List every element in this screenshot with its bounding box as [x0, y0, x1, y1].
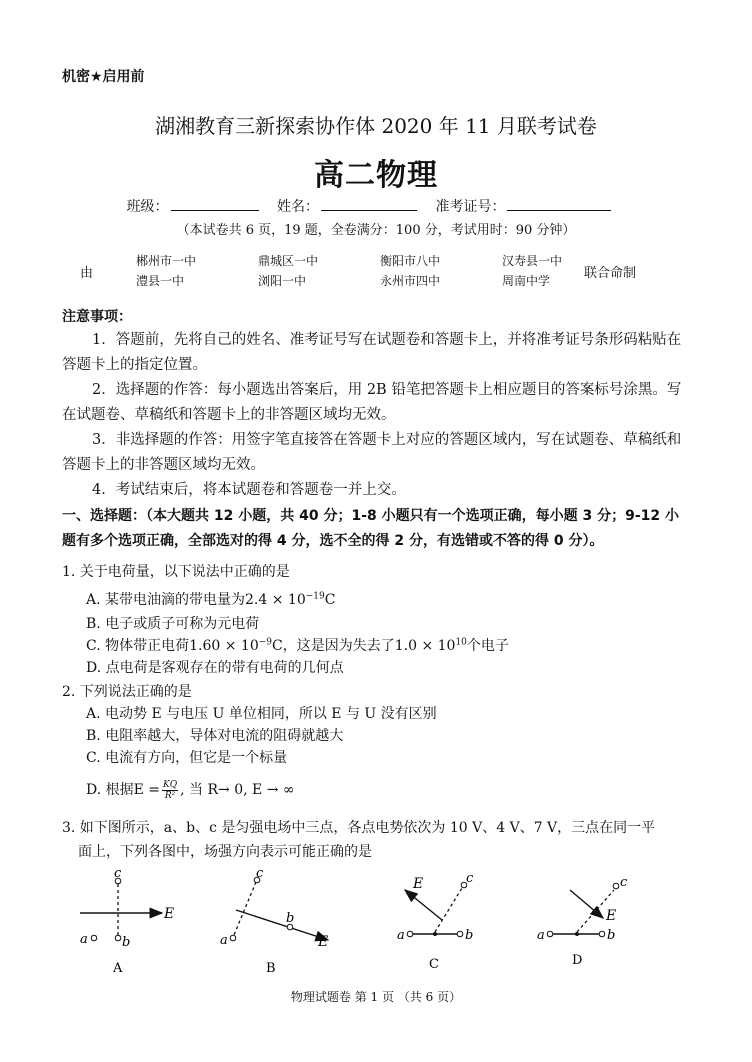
section-title: 一、选择题：（本大题共 12 小题，共 40 分；1-8 小题只有一个选项正确，每小题 3 分；9-12 小题有多个选项正确，全部选对的得 4 分，选不全的得 2 分，有选错或不答的得 0 分）。	[62, 508, 680, 549]
notice-item: 1．答题前，先将自己的姓名、准考证号写在试题卷和答题卡上，并将准考证号条形码粘贴在答题卡上的指定位置。	[62, 332, 682, 373]
diagram-c	[397, 871, 474, 972]
option-label: D	[572, 953, 583, 968]
diagram-b	[220, 866, 328, 976]
label-b: b	[465, 928, 474, 943]
school-name: 周南中学	[502, 274, 551, 288]
school-name: 永州市四中	[380, 274, 441, 288]
label-e: E	[606, 908, 617, 924]
label-a: a	[537, 928, 545, 943]
notice-item: 2．选择题的作答：每小题选出答案后，用 2B 铅笔把答题卡上相应题目的答案标号涂黑。写在试题卷、草稿纸和答题卡上的非答题区域均无效。	[62, 382, 682, 423]
label-e: E	[318, 934, 329, 950]
school-name: 浏阳一中	[258, 274, 307, 288]
notice-heading: 注意事项：	[62, 309, 132, 325]
diagram-d	[537, 875, 628, 968]
notice-item: 4．考试结束后，将本试题卷和答题卷一并上交。	[92, 482, 406, 498]
class-blank	[171, 196, 259, 211]
option-d: D. 根据E = $\frac{KQ}{\text{R²}}$ , 当 R→ 0, E → ∞	[86, 779, 295, 801]
question-stem: 2. 下列说法正确的是	[62, 684, 192, 700]
option-b: B. 电子或质子可称为元电荷	[86, 616, 260, 632]
class-label: 班级：	[126, 199, 169, 215]
option-c: C. 电流有方向，但它是一个标量	[86, 750, 288, 766]
exam-info: （本试卷共 6 页，19 题，全卷满分：100 分，考试用时：90 分钟）	[176, 223, 576, 238]
question-stem: 1. 关于电荷量，以下说法中正确的是	[62, 564, 290, 580]
option-c: C. 物体带正电荷$1.60 \times 10^{-9}C$，这是因为失去了$1.0 \times 10^{10}$个电子	[86, 637, 509, 654]
subject-title: 高二物理	[314, 158, 438, 193]
label-c: c	[620, 875, 628, 890]
notice-item: 3．非选择题的作答：用签字笔直接答在答题卡上对应的答题区域内，写在试题卷、草稿纸和答题卡上的非答题区域均无效。	[62, 432, 682, 473]
school-name: 汉寿县一中	[502, 254, 563, 268]
option-label: B	[266, 961, 276, 976]
question-stem-cont: 面上，下列各图中，场强方向表示可能正确的是	[78, 844, 372, 860]
name-blank	[321, 196, 417, 211]
diagram-a	[80, 866, 174, 976]
school-name: 鼎城区一中	[258, 254, 319, 268]
label-a: a	[397, 928, 405, 943]
fraction: $\frac{KQ}{\text{R²}}$	[163, 779, 178, 801]
label-b: b	[286, 911, 295, 926]
candidate-fields	[0, 196, 752, 216]
school-name: 澧县一中	[136, 274, 185, 288]
label-c: c	[466, 871, 474, 886]
joint-label: 联合命制	[584, 266, 637, 281]
label-a: a	[220, 933, 228, 948]
confidential-mark: 机密★启用前	[62, 69, 145, 85]
label-e: E	[413, 876, 424, 892]
option-b: B. 电阻率越大，导体对电流的阻碍就越大	[86, 728, 344, 744]
exam-number-label: 准考证号：	[435, 199, 506, 215]
option-d: D. 点电荷是客观存在的带有电荷的几何点	[86, 660, 344, 676]
option-label: A	[113, 961, 123, 976]
exam-title: 湖湘教育三新探索协作体 2020 年 11 月联考试卷	[155, 114, 597, 138]
exam-number-blank	[507, 196, 611, 211]
option-a: A. 电动势 E 与电压 U 单位相同，所以 E 与 U 没有区别	[86, 706, 437, 722]
label-c: c	[256, 866, 264, 881]
label-b: b	[607, 928, 616, 943]
option-a: A. 某带电油滴的带电量为$2.4 \times 10^{-19}C$	[86, 591, 336, 608]
label-c: c	[114, 866, 122, 881]
question-stem: 3. 如下图所示，a、b、c 是匀强电场中三点，各点电势依次为 10 V、4 V、7 V，三点在同一平	[62, 820, 656, 836]
school-name: 郴州市一中	[136, 254, 197, 268]
option-label: C	[429, 957, 439, 972]
label-a: a	[80, 932, 88, 947]
label-b: b	[122, 935, 131, 950]
field-diagrams	[60, 860, 700, 980]
page-footer: 物理试题卷 第 1 页 （共 6 页）	[290, 990, 462, 1004]
by-label: 由	[80, 266, 94, 281]
label-e: E	[164, 906, 175, 922]
name-label: 姓名：	[277, 199, 319, 215]
school-name: 衡阳市八中	[380, 254, 441, 268]
